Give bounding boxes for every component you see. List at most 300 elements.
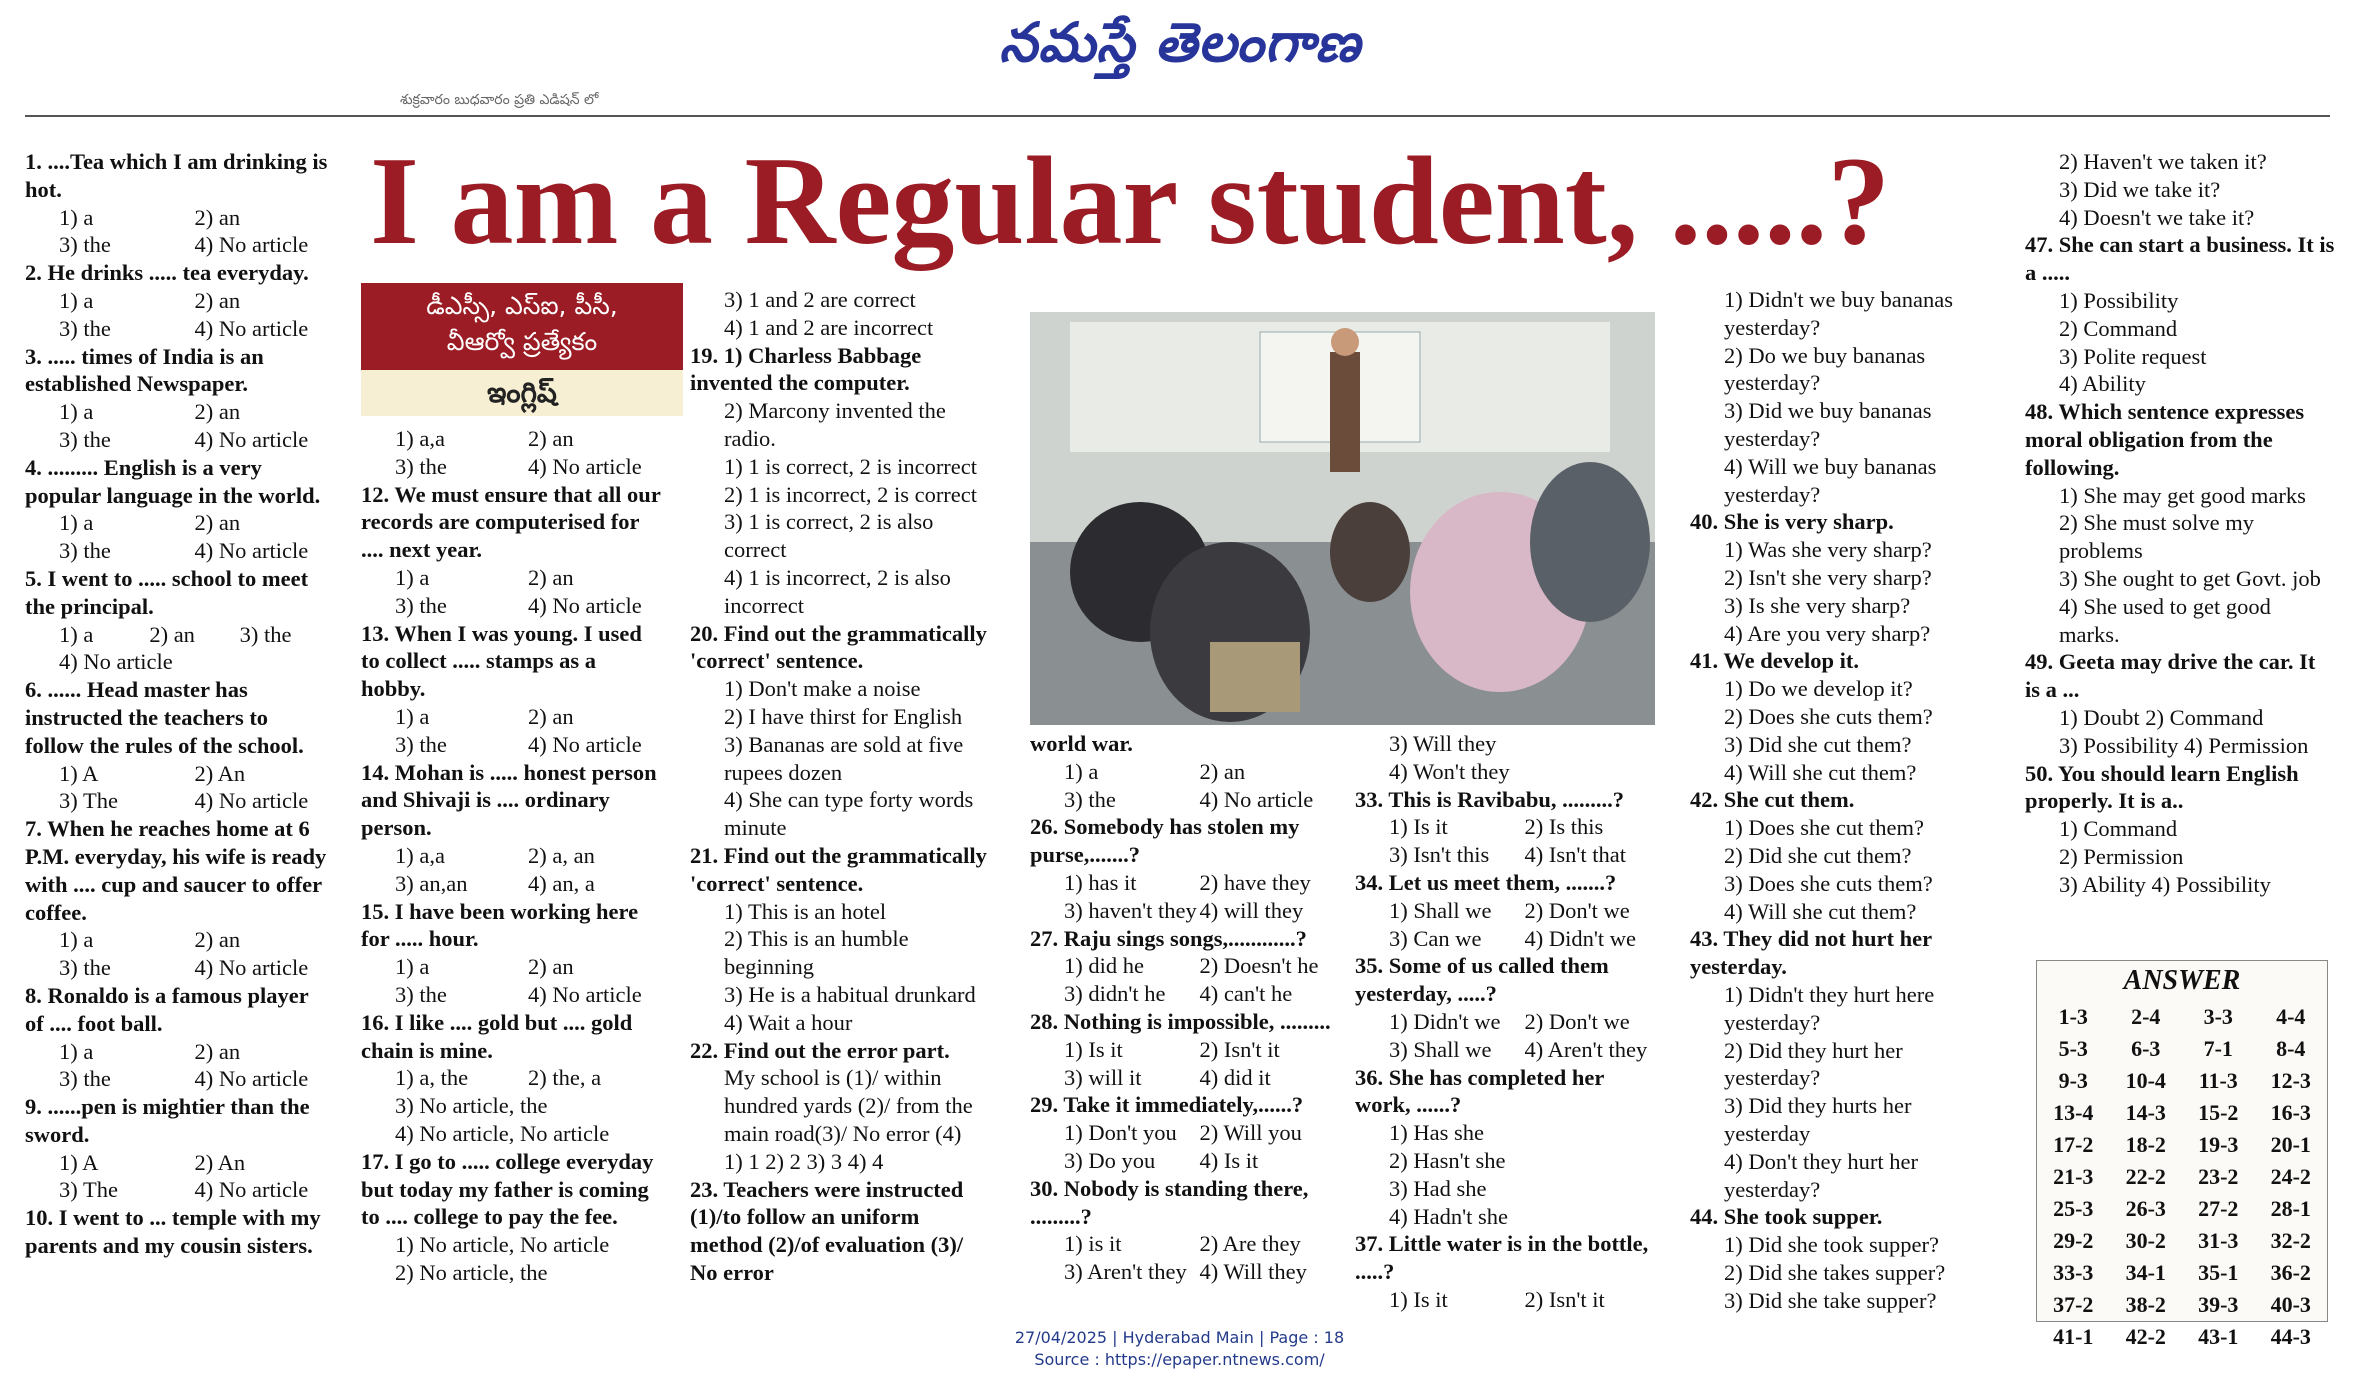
option: 1) is it bbox=[1064, 1231, 1122, 1257]
option: 3) Does she cuts them? bbox=[1724, 870, 1933, 896]
badge-subject: ఇంగ్లిష్ bbox=[361, 370, 683, 416]
question-block bbox=[1355, 786, 1660, 869]
masthead-divider bbox=[25, 115, 2330, 117]
footer-date: 27/04/2025 | Hyderabad Main | Page : 18 bbox=[1014, 1328, 1345, 1347]
question-text: 9. ......pen is mightier than the sword. bbox=[25, 1094, 310, 1147]
option: 1) She may get good marks bbox=[2059, 482, 2306, 508]
option: 2) Don't we bbox=[1524, 1008, 1630, 1034]
option: 1) Doubt 2) Command bbox=[2059, 704, 2264, 730]
question-text: 29. Take it immediately,......? bbox=[1030, 1092, 1304, 1118]
answer-cell: 25-3 bbox=[2053, 1196, 2094, 1221]
answer-table bbox=[2037, 1001, 2327, 1353]
answer-row bbox=[2037, 1225, 2327, 1257]
questions-column-4 bbox=[1030, 730, 1335, 1286]
answer-cell: 44-3 bbox=[2270, 1324, 2311, 1349]
option: 2) 1 is incorrect, 2 is correct bbox=[724, 481, 978, 507]
option: 1) A bbox=[59, 1149, 99, 1175]
option: 4) No article bbox=[59, 649, 173, 675]
option: 4) No article bbox=[194, 788, 309, 814]
option: 3) 1 and 2 are correct bbox=[724, 287, 916, 312]
option: 1) A bbox=[59, 760, 99, 786]
question-block bbox=[2025, 760, 2335, 899]
answer-cell: 10-4 bbox=[2125, 1068, 2166, 1093]
option: 4) No article bbox=[194, 315, 309, 341]
question-text: 16. I like .... gold but .... gold chain is mine. bbox=[361, 1009, 633, 1063]
option: 4) Aren't they bbox=[1524, 1036, 1648, 1062]
question-block bbox=[1030, 1175, 1335, 1286]
question-block bbox=[1030, 925, 1335, 1008]
option: 3) No article, the bbox=[395, 1093, 548, 1119]
question-text: 28. Nothing is impossible, ......... bbox=[1030, 1008, 1331, 1034]
question-block bbox=[1690, 925, 2000, 1203]
option: 3) will it bbox=[1064, 1064, 1142, 1090]
option: 3) Possibility 4) Permission bbox=[2059, 732, 2309, 758]
question-block bbox=[1690, 647, 2000, 786]
option: 4) No article bbox=[194, 1177, 309, 1203]
option: 4) No article bbox=[194, 1066, 309, 1092]
option: 2) Isn't she very sharp? bbox=[1724, 564, 1932, 590]
option: 1) 1 2) 2 3) 3 4) 4 bbox=[724, 1148, 884, 1174]
question-text: 22. Find out the error part. bbox=[690, 1037, 950, 1063]
option: 2) a, an bbox=[528, 842, 595, 868]
question-text: 40. She is very sharp. bbox=[1690, 509, 1894, 535]
answer-row bbox=[2037, 1161, 2327, 1193]
answer-row bbox=[2037, 1065, 2327, 1097]
option: 2) She must solve my problems bbox=[2059, 510, 2254, 564]
question-text: 43. They did not hurt her yesterday. bbox=[1690, 926, 1932, 980]
question-block bbox=[690, 620, 995, 842]
badge-line-1: డీఎస్సీ, ఎస్ఐ, పీసీ, bbox=[426, 291, 618, 320]
answer-cell: 11-3 bbox=[2198, 1068, 2238, 1093]
newspaper-logo: నమస్తే తెలంగాణ bbox=[999, 11, 1361, 74]
option: 1) Did she took supper? bbox=[1724, 1232, 1939, 1258]
option: 2) Doesn't he bbox=[1199, 953, 1319, 979]
classroom-photo bbox=[1030, 312, 1655, 725]
question-text: 21. Find out the grammatically 'correct' sentence. bbox=[690, 842, 987, 896]
answer-cell: 39-3 bbox=[2198, 1292, 2239, 1317]
option: 2) an bbox=[1199, 758, 1246, 784]
question-block bbox=[25, 676, 330, 815]
option: 2) Did they hurt her yesterday? bbox=[1724, 1037, 1903, 1091]
option: 2) an bbox=[528, 954, 574, 980]
option: 3) the bbox=[59, 538, 111, 564]
questions-column-5 bbox=[1355, 730, 1660, 1314]
option: 3) the bbox=[59, 955, 111, 981]
option: 4) Hadn't she bbox=[1389, 1203, 1509, 1229]
option: 4) will they bbox=[1199, 897, 1304, 923]
question-text: 36. She has completed her work, ......? bbox=[1355, 1064, 1604, 1118]
question-block bbox=[361, 759, 661, 898]
option: 1) Possibility bbox=[2059, 287, 2179, 313]
answer-row bbox=[2037, 1033, 2327, 1065]
answer-cell: 35-1 bbox=[2198, 1260, 2239, 1285]
option: 1) a bbox=[59, 621, 94, 647]
option: 4) No article bbox=[194, 426, 309, 452]
answer-row bbox=[2037, 1289, 2327, 1321]
option: 3) an,an bbox=[395, 870, 468, 896]
question-block bbox=[361, 620, 661, 759]
option: 1) Is it bbox=[1389, 1286, 1448, 1312]
question-text: 34. Let us meet them, .......? bbox=[1355, 869, 1617, 895]
question-text: 8. Ronaldo is a famous player of .... foot ball. bbox=[25, 982, 309, 1036]
option: 4) Isn't that bbox=[1524, 842, 1627, 868]
option: 1) a, the bbox=[395, 1065, 469, 1091]
option: 3) 1 is correct, 2 is also correct bbox=[724, 509, 934, 563]
option: 2) an bbox=[194, 204, 241, 230]
answer-cell: 14-3 bbox=[2125, 1100, 2166, 1125]
answer-cell: 37-2 bbox=[2053, 1292, 2094, 1317]
question-block bbox=[1355, 869, 1660, 952]
option: 2) an bbox=[528, 564, 574, 590]
option: 4) Will she cut them? bbox=[1724, 759, 1917, 785]
question-block bbox=[1030, 813, 1335, 924]
option: 2) Did she cut them? bbox=[1724, 842, 1912, 868]
option: 3) She ought to get Govt. job bbox=[2059, 565, 2321, 591]
question-block bbox=[361, 425, 661, 481]
questions-column-1 bbox=[25, 148, 330, 1260]
question-block bbox=[2025, 148, 2335, 231]
answer-cell: 5-3 bbox=[2058, 1036, 2088, 1061]
option: 3) Isn't this bbox=[1389, 842, 1490, 868]
answer-cell: 42-2 bbox=[2125, 1324, 2166, 1349]
option: 2) Are they bbox=[1199, 1231, 1301, 1257]
option: 1) a bbox=[59, 1038, 94, 1064]
option: 4) Don't they hurt her yesterday? bbox=[1724, 1148, 1919, 1202]
option: 1) Didn't they hurt here yesterday? bbox=[1724, 981, 1935, 1035]
option: 3) the bbox=[59, 315, 111, 341]
option: 1) a bbox=[395, 703, 430, 729]
question-block bbox=[25, 148, 330, 259]
answer-cell: 18-2 bbox=[2125, 1132, 2166, 1157]
option: 2) I have thirst for English bbox=[724, 703, 963, 729]
question-text: 23. Teachers were instructed (1)/to follow an uniform method (2)/of evaluation (3)/ No error bbox=[690, 1176, 964, 1285]
answer-cell: 38-2 bbox=[2125, 1292, 2166, 1317]
option: 3) the bbox=[59, 1066, 111, 1092]
classroom-illustration bbox=[1030, 312, 1655, 725]
answer-cell: 8-4 bbox=[2276, 1036, 2306, 1061]
question-block bbox=[690, 286, 995, 342]
option: 2) Did she takes supper? bbox=[1724, 1259, 1946, 1285]
answer-cell: 13-4 bbox=[2053, 1100, 2094, 1125]
badge-top bbox=[361, 283, 683, 370]
option: 2) the, a bbox=[528, 1065, 602, 1091]
answer-heading: ANSWER bbox=[2123, 965, 2241, 996]
option: 4) Is it bbox=[1199, 1147, 1259, 1173]
option: 1) Is it bbox=[1064, 1036, 1123, 1062]
answer-cell: 12-3 bbox=[2270, 1068, 2311, 1093]
question-block bbox=[1690, 508, 2000, 647]
question-block bbox=[2025, 398, 2335, 648]
question-block bbox=[25, 343, 330, 454]
question-text: 14. Mohan is ..... honest person and Shivaji is .... ordinary person. bbox=[361, 759, 657, 841]
question-text: 30. Nobody is standing there, .........? bbox=[1030, 1175, 1309, 1229]
question-text: 4. ......... English is a very popular language in the world. bbox=[25, 454, 321, 508]
answer-cell: 9-3 bbox=[2058, 1068, 2088, 1093]
questions-column-6 bbox=[1690, 286, 2000, 1314]
answer-cell: 2-4 bbox=[2131, 1004, 2161, 1029]
answer-cell: 24-2 bbox=[2270, 1164, 2311, 1189]
answer-cell: 28-1 bbox=[2270, 1196, 2311, 1221]
question-block bbox=[1690, 286, 2000, 508]
question-text: 10. I went to ... temple with my parents and my cousin sisters. bbox=[25, 1205, 321, 1259]
option: 2) Marcony invented the radio. bbox=[724, 398, 946, 451]
question-block bbox=[690, 1037, 995, 1176]
option: 4) Will they bbox=[1199, 1259, 1307, 1285]
question-text: 33. This is Ravibabu, .........? bbox=[1355, 786, 1625, 812]
option: 2) an bbox=[528, 703, 574, 729]
question-block bbox=[1355, 952, 1660, 1063]
option: 3) Can we bbox=[1389, 925, 1482, 951]
option: 3) The bbox=[59, 788, 118, 814]
option: 4) No article bbox=[528, 592, 642, 618]
option: 2) an bbox=[194, 287, 241, 313]
option: 2) Command bbox=[2059, 315, 2178, 341]
answer-cell: 1-3 bbox=[2058, 1004, 2088, 1029]
option: 2) Hasn't she bbox=[1389, 1147, 1506, 1173]
option: 3) Had she bbox=[1389, 1175, 1487, 1201]
option: 1) a bbox=[395, 564, 430, 590]
option: 2) Is this bbox=[1524, 814, 1604, 840]
option: 3) the bbox=[59, 426, 111, 452]
option: 4) No article bbox=[528, 453, 642, 479]
option: 4) No article bbox=[194, 232, 309, 258]
question-block bbox=[1690, 1203, 2000, 1314]
question-block bbox=[25, 815, 330, 982]
option: 4) an, a bbox=[528, 870, 595, 896]
answer-cell: 17-2 bbox=[2053, 1132, 2094, 1157]
answer-row bbox=[2037, 1097, 2327, 1129]
question-text: 47. She can start a business. It is a ..... bbox=[2025, 232, 2335, 286]
answer-row bbox=[2037, 1129, 2327, 1161]
questions-column-2 bbox=[361, 425, 661, 1287]
question-text: 35. Some of us called them yesterday, .....? bbox=[1355, 953, 1609, 1007]
option: 4) No article bbox=[194, 955, 309, 981]
option: 3) the bbox=[239, 621, 292, 647]
option: 1) a bbox=[59, 287, 94, 313]
question-block bbox=[1690, 786, 2000, 925]
answer-cell: 27-2 bbox=[2198, 1196, 2239, 1221]
answer-cell: 23-2 bbox=[2198, 1164, 2239, 1189]
option: 1) did he bbox=[1064, 953, 1144, 979]
answer-cell: 15-2 bbox=[2198, 1100, 2239, 1125]
answer-cell: 22-2 bbox=[2125, 1164, 2166, 1189]
option: 3) haven't they bbox=[1064, 897, 1197, 923]
option: 1) a,a bbox=[395, 426, 445, 451]
question-text: 12. We must ensure that all our records are computerised for .... next year. bbox=[361, 481, 661, 563]
question-text: 27. Raju sings songs,............? bbox=[1030, 925, 1307, 951]
option: 2) have they bbox=[1199, 869, 1311, 895]
option: 4) She used to get good marks. bbox=[2059, 593, 2271, 647]
question-block bbox=[1355, 1064, 1660, 1231]
option: 1) Does she cut them? bbox=[1724, 815, 1924, 841]
answer-cell: 33-3 bbox=[2053, 1260, 2094, 1285]
option: 3) Is she very sharp? bbox=[1724, 592, 1911, 618]
question-text: 5. I went to ..... school to meet the principal. bbox=[25, 565, 309, 619]
option: 4) did it bbox=[1199, 1064, 1271, 1090]
answer-cell: 31-3 bbox=[2198, 1228, 2239, 1253]
option: 3) Bananas are sold at five rupees dozen bbox=[724, 731, 964, 785]
answer-cell: 41-1 bbox=[2053, 1324, 2094, 1349]
option: 1) Didn't we buy bananas yesterday? bbox=[1724, 287, 1953, 340]
option: 3) the bbox=[395, 453, 447, 479]
option: 1) Do we develop it? bbox=[1724, 676, 1913, 702]
question-text: world war. bbox=[1030, 731, 1133, 756]
option: 3) Aren't they bbox=[1064, 1259, 1187, 1285]
option: 2) An bbox=[194, 760, 246, 786]
option: 1) Has she bbox=[1389, 1120, 1484, 1146]
option: 3) didn't he bbox=[1064, 981, 1166, 1007]
question-block bbox=[1355, 730, 1660, 786]
option: 2) Don't we bbox=[1524, 897, 1630, 923]
option: 1) Shall we bbox=[1389, 897, 1492, 923]
section-badge bbox=[361, 283, 683, 416]
option: 1) 1 is correct, 2 is incorrect bbox=[724, 453, 978, 479]
question-text: 26. Somebody has stolen my purse,.......? bbox=[1030, 814, 1300, 868]
question-block bbox=[25, 259, 330, 342]
answer-row bbox=[2037, 1193, 2327, 1225]
option: 1) a bbox=[395, 954, 430, 980]
answer-cell: 32-2 bbox=[2270, 1228, 2311, 1253]
question-text: 2. He drinks ..... tea everyday. bbox=[25, 260, 309, 286]
question-block bbox=[361, 481, 661, 620]
question-text: 37. Little water is in the bottle, .....? bbox=[1355, 1231, 1649, 1285]
option: 4) 1 and 2 are incorrect bbox=[724, 314, 934, 340]
answer-cell: 30-2 bbox=[2125, 1228, 2166, 1253]
question-block bbox=[690, 342, 995, 620]
answer-cell: 6-3 bbox=[2131, 1036, 2161, 1061]
question-block bbox=[25, 454, 330, 565]
question-block bbox=[25, 982, 330, 1093]
question-block bbox=[25, 1093, 330, 1204]
answer-row bbox=[2037, 1257, 2327, 1289]
option: 3) Did she take supper? bbox=[1724, 1287, 1937, 1313]
footer-source: Source : https://epaper.ntnews.com/ bbox=[1034, 1350, 1325, 1369]
option: 4) No article bbox=[528, 981, 642, 1007]
answer-key bbox=[2036, 960, 2328, 1349]
option: 4) No article bbox=[528, 731, 642, 757]
question-text: 15. I have been working here for ..... hour. bbox=[361, 898, 639, 952]
option: 2) an bbox=[194, 927, 241, 953]
option: 4) No article bbox=[194, 538, 309, 564]
option: My school is (1)/ within hundred yards (2)/ from the main road(3)/ No error (4) bbox=[724, 1065, 973, 1146]
option: 4) Will we buy bananas yesterday? bbox=[1724, 453, 1937, 507]
questions-column-7 bbox=[2025, 148, 2335, 899]
question-text: 3. ..... times of India is an established Newspaper. bbox=[25, 343, 264, 397]
option: 2) Isn't it bbox=[1199, 1036, 1280, 1062]
question-text: 1. ....Tea which I am drinking is hot. bbox=[25, 149, 328, 202]
option: 1) a bbox=[59, 510, 94, 536]
question-block bbox=[2025, 231, 2335, 398]
option: 3) the bbox=[395, 731, 447, 757]
question-block bbox=[1030, 1008, 1335, 1091]
question-text: 6. ...... Head master has instructed the teachers to follow the rules of the school. bbox=[25, 677, 304, 758]
option: 2) Permission bbox=[2059, 843, 2184, 869]
option: 1) a bbox=[59, 399, 94, 425]
answer-cell: 34-1 bbox=[2125, 1260, 2166, 1285]
option: 1) Is it bbox=[1389, 814, 1448, 840]
option: 3) Did we buy bananas yesterday? bbox=[1724, 398, 1932, 451]
option: 4) Ability bbox=[2059, 371, 2146, 397]
option: 4) can't he bbox=[1199, 981, 1293, 1007]
option: 2) No article, the bbox=[395, 1259, 548, 1285]
option: 3) the bbox=[1064, 786, 1116, 812]
question-block bbox=[1355, 1230, 1660, 1313]
option: 3) the bbox=[59, 232, 111, 258]
option: 1) a bbox=[59, 927, 94, 953]
option: 4) Didn't we bbox=[1524, 925, 1637, 951]
option: 2) an bbox=[194, 510, 241, 536]
option: 2) an bbox=[194, 399, 241, 425]
question-text: 49. Geeta may drive the car. It is a ... bbox=[2025, 649, 2316, 703]
question-text: 13. When I was young. I used to collect ..... stamps as a hobby. bbox=[361, 620, 642, 702]
option: 1) Don't you bbox=[1064, 1120, 1177, 1146]
question-text: 44. She took supper. bbox=[1690, 1204, 1883, 1230]
question-block bbox=[361, 1009, 661, 1148]
option: 4) She can type forty words minute bbox=[724, 787, 974, 841]
question-block bbox=[361, 1148, 661, 1287]
option: 1) a,a bbox=[395, 842, 445, 868]
option: 2) Will you bbox=[1199, 1120, 1302, 1146]
option: 3) Did they hurts her yesterday bbox=[1724, 1093, 1912, 1146]
question-block bbox=[1030, 730, 1335, 813]
option: 2) an bbox=[149, 621, 195, 647]
option: 3) Did we take it? bbox=[2059, 176, 2221, 202]
option: 3) Do you bbox=[1064, 1147, 1156, 1173]
option: 1) Didn't we bbox=[1389, 1008, 1501, 1034]
option: 4) Doesn't we take it? bbox=[2059, 204, 2255, 230]
option: 4) 1 is incorrect, 2 is also incorrect bbox=[724, 564, 951, 618]
option: 1) Don't make a noise bbox=[724, 676, 921, 702]
option: 3) Will they bbox=[1389, 731, 1497, 756]
answer-cell: 16-3 bbox=[2270, 1100, 2311, 1125]
question-text: 17. I go to ..... college everyday but today my father is coming to .... college to pay the fee. bbox=[361, 1148, 654, 1230]
question-block bbox=[361, 898, 661, 1009]
option: 2) Isn't it bbox=[1524, 1286, 1605, 1312]
option: 2) An bbox=[194, 1149, 246, 1175]
question-block bbox=[690, 1176, 995, 1287]
answer-cell: 21-3 bbox=[2053, 1164, 2094, 1189]
option: 4) No article, No article bbox=[395, 1120, 610, 1146]
option: 4) No article bbox=[1199, 786, 1314, 812]
option: 2) an bbox=[528, 426, 574, 451]
question-text: 19. 1) Charless Babbage invented the computer. bbox=[690, 342, 922, 396]
option: 4) Are you very sharp? bbox=[1724, 620, 1931, 646]
option: 3) Shall we bbox=[1389, 1036, 1492, 1062]
option: 1) Command bbox=[2059, 816, 2178, 842]
answer-cell: 36-2 bbox=[2270, 1260, 2311, 1285]
answer-cell: 3-3 bbox=[2203, 1004, 2233, 1029]
option: 3) Ability 4) Possibility bbox=[2059, 871, 2271, 897]
question-block bbox=[690, 842, 995, 1037]
question-text: 7. When he reaches home at 6 P.M. everyday, his wife is ready with .... cup and saucer to offer coffee. bbox=[25, 816, 327, 925]
masthead bbox=[0, 0, 2359, 120]
option: 3) Did she cut them? bbox=[1724, 731, 1912, 757]
option: 3) Polite request bbox=[2059, 343, 2207, 369]
question-text: 41. We develop it. bbox=[1690, 648, 1859, 674]
option: 2) This is an humble beginning bbox=[724, 926, 909, 980]
question-block bbox=[1030, 1091, 1335, 1174]
answer-cell: 7-1 bbox=[2203, 1036, 2233, 1061]
answer-cell: 40-3 bbox=[2270, 1292, 2311, 1317]
question-block bbox=[25, 1204, 330, 1260]
question-block bbox=[2025, 648, 2335, 759]
option: 1) Was she very sharp? bbox=[1724, 537, 1932, 563]
option: 1) This is an hotel bbox=[724, 898, 887, 924]
option: 3) the bbox=[395, 981, 447, 1007]
answer-cell: 19-3 bbox=[2198, 1132, 2239, 1157]
option: 4) Will she cut them? bbox=[1724, 898, 1917, 924]
answer-cell: 43-1 bbox=[2198, 1324, 2239, 1349]
